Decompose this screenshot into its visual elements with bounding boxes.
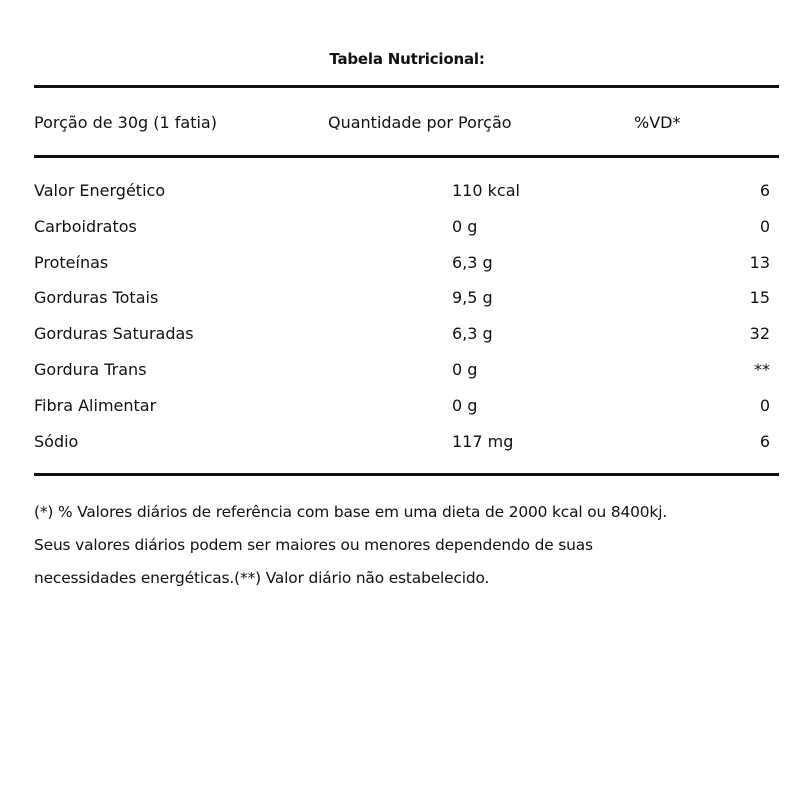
nutrient-daily-value: 0 (759, 216, 770, 236)
nutrient-daily-value: 15 (749, 288, 770, 308)
nutrient-name: Sódio (34, 431, 79, 451)
nutrient-amount: 0 g (452, 395, 478, 415)
nutrient-amount: 6,3 g (452, 252, 493, 272)
top-divider (34, 85, 779, 88)
table-row (0, 181, 800, 217)
nutrient-name: Fibra Alimentar (34, 395, 157, 415)
table-row (0, 217, 800, 253)
table-row (0, 360, 800, 396)
footnote (34, 496, 784, 595)
nutrient-daily-value: 32 (749, 324, 770, 344)
footnote-line: necessidades energéticas.(**) Valor diário não estabelecido. (34, 569, 490, 587)
nutrient-amount: 117 mg (452, 431, 514, 451)
bottom-divider (34, 473, 779, 476)
table-title: Tabela Nutricional: (329, 50, 485, 68)
nutrient-name: Carboidratos (34, 216, 137, 236)
nutrient-name: Gorduras Totais (34, 288, 159, 308)
header-divider (34, 155, 779, 158)
table-row (0, 288, 800, 324)
nutrient-daily-value: 0 (759, 395, 770, 415)
nutrient-name: Gorduras Saturadas (34, 324, 194, 344)
quantity-header: Quantidade por Porção (328, 113, 512, 132)
footnote-line: Seus valores diários podem ser maiores ou menores dependendo de suas (34, 536, 593, 554)
nutrient-daily-value: 6 (759, 181, 770, 200)
table-row (0, 324, 800, 360)
nutrient-amount: 6,3 g (452, 324, 493, 344)
portion-label: Porção de 30g (1 fatia) (34, 113, 217, 132)
nutrient-amount: 9,5 g (452, 288, 493, 308)
nutrient-daily-value: 13 (749, 252, 770, 272)
nutrient-name: Valor Energético (34, 181, 166, 200)
footnote-line: (*) % Valores diários de referência com base em uma dieta de 2000 kcal ou 8400kj. (34, 503, 668, 521)
nutrient-amount: 0 g (452, 216, 478, 236)
nutrient-amount: 110 kcal (452, 181, 520, 200)
table-row (0, 253, 800, 289)
nutrient-name: Proteínas (34, 252, 109, 272)
nutrient-daily-value: 6 (759, 431, 770, 451)
nutrient-table (0, 181, 800, 467)
nutrient-name: Gordura Trans (34, 359, 147, 379)
nutrient-daily-value: ** (754, 359, 770, 379)
daily-value-header: %VD* (634, 113, 681, 132)
table-row (0, 432, 800, 468)
nutrient-amount: 0 g (452, 359, 478, 379)
table-row (0, 396, 800, 432)
